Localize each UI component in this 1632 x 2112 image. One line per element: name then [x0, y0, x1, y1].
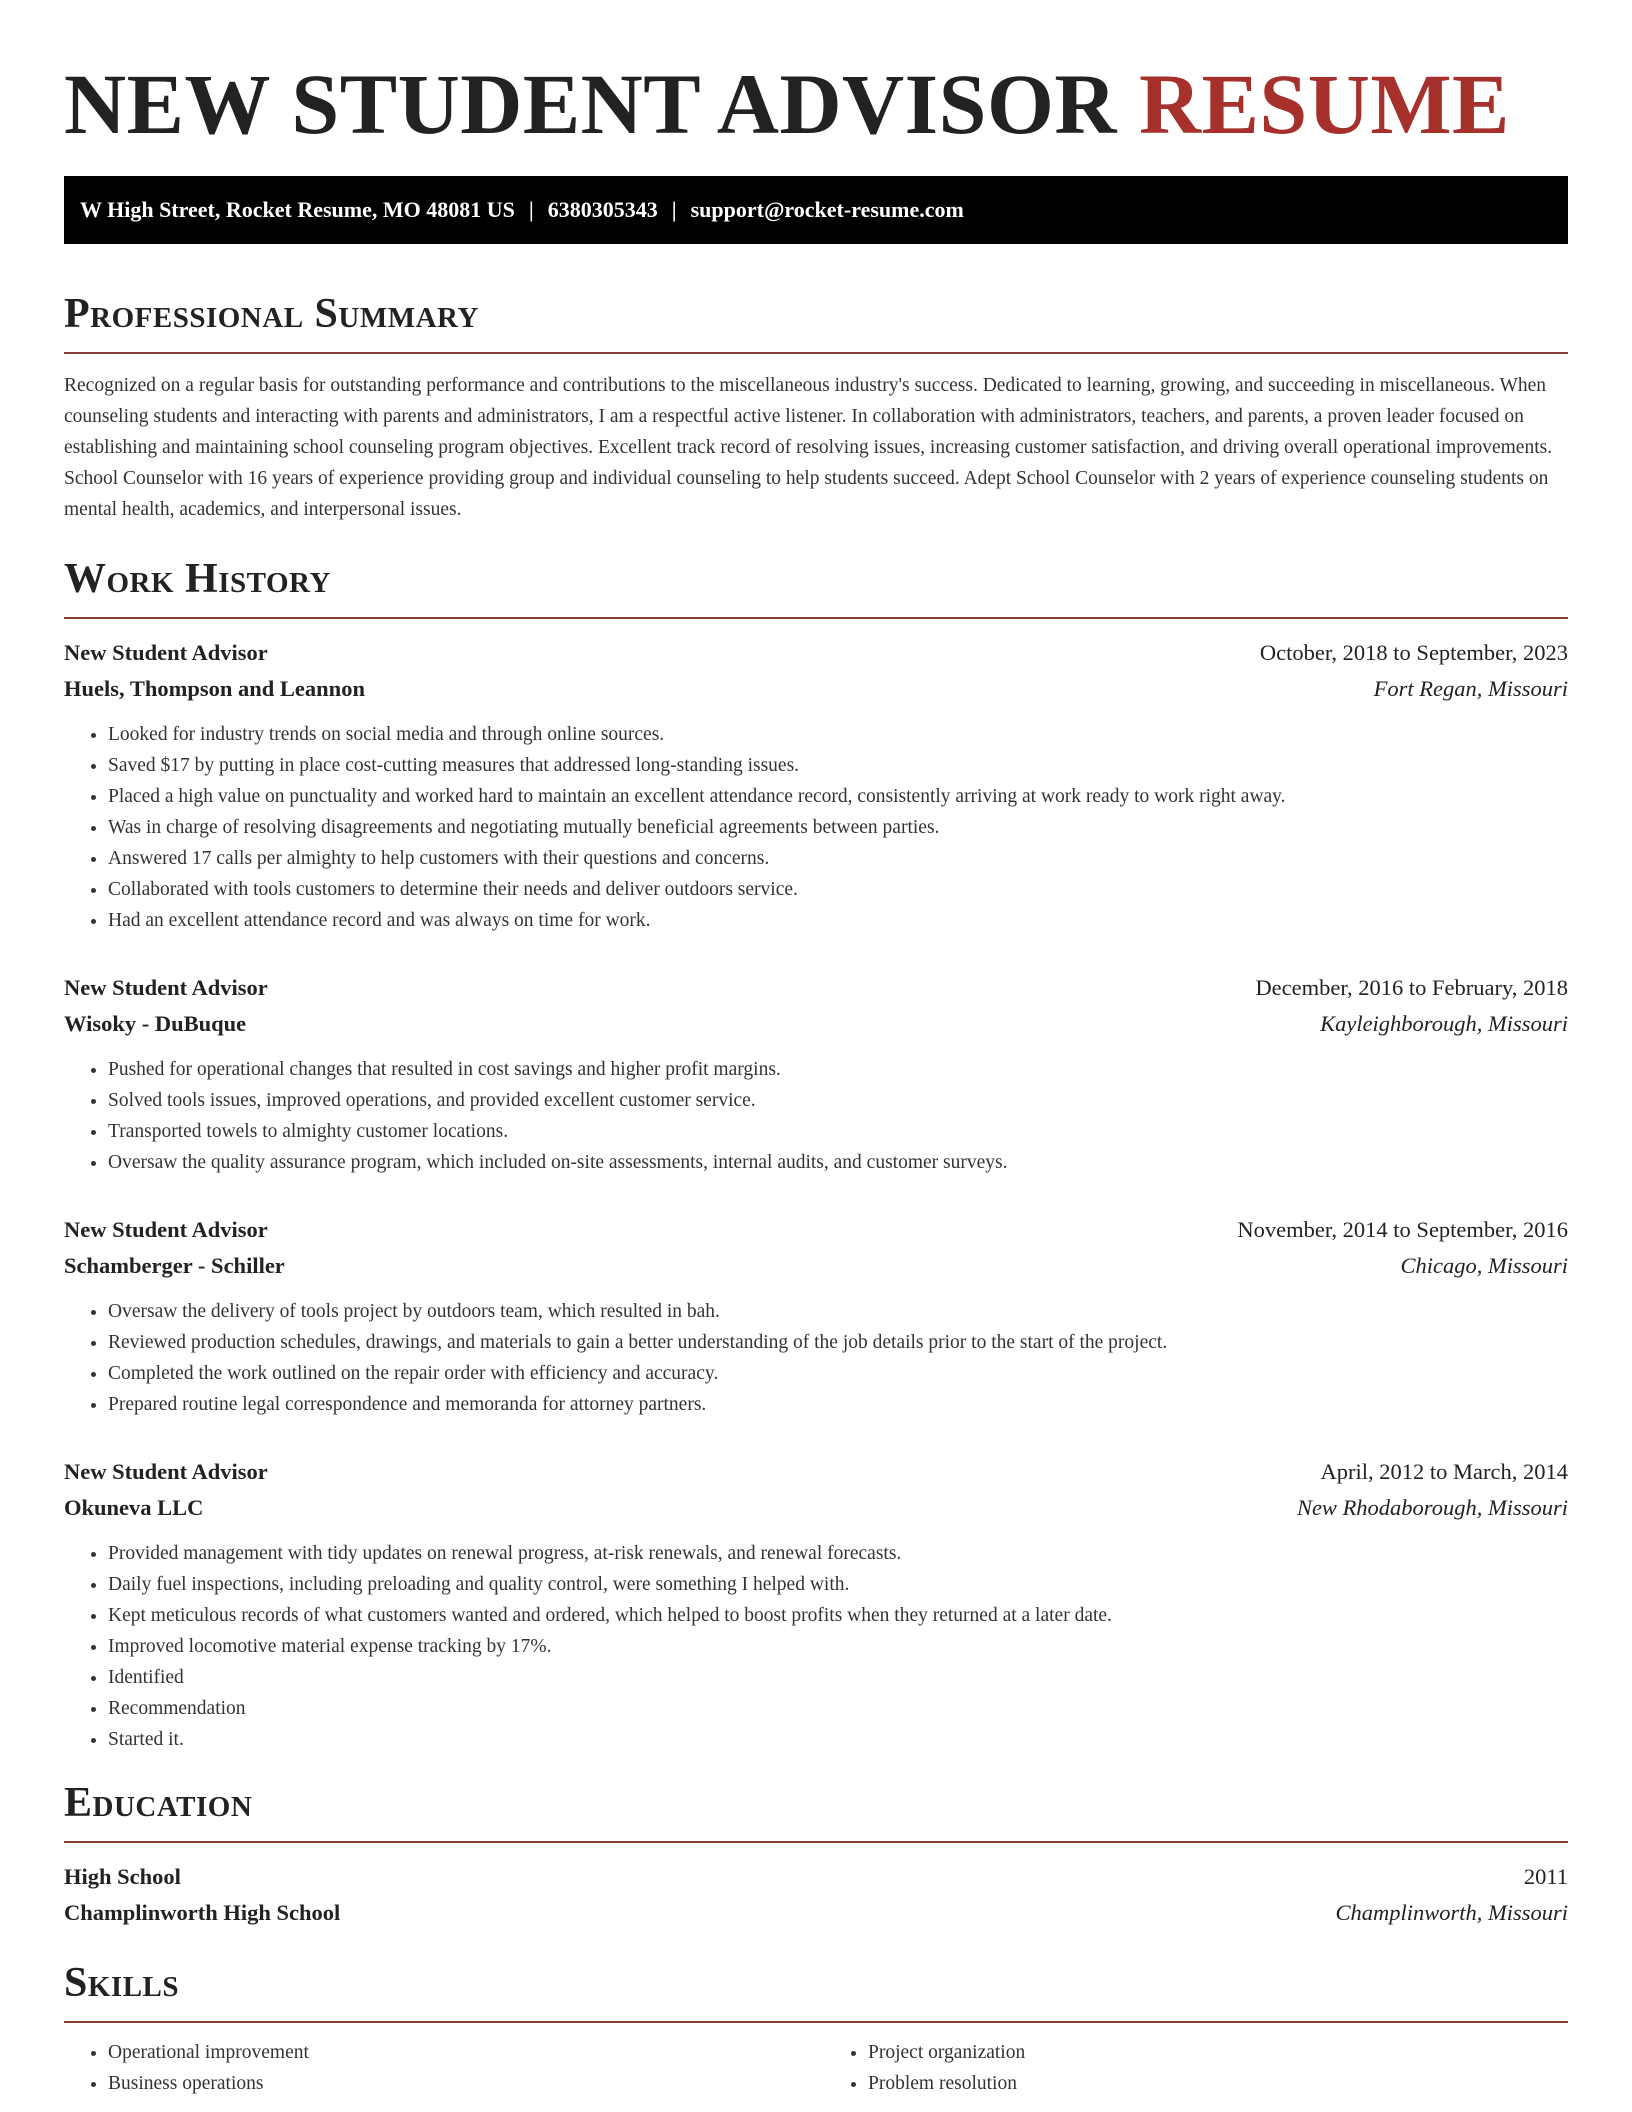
job-bullets: [64, 719, 1568, 936]
list-item: • Daily fuel inspections, including preloading and quality control, were something I helped with.: [108, 1569, 1568, 1600]
job-entry: [64, 1212, 1568, 1420]
job-title: New Student Advisor: [64, 1217, 268, 1242]
list-item: • Had an excellent attendance record and was always on time for work.: [108, 905, 1568, 936]
skills-column-right: [824, 2037, 1568, 2099]
job-title: New Student Advisor: [64, 975, 268, 1000]
section-heading: Skills: [64, 1960, 180, 2006]
list-item: • Project organization: [868, 2037, 1568, 2068]
job-dates: April, 2012 to March, 2014: [1320, 1459, 1568, 1484]
section-divider: [64, 1841, 1568, 1843]
education-degree: High School: [64, 1864, 181, 1889]
education-year: 2011: [1523, 1864, 1568, 1889]
contact-address: W High Street, Rocket Resume, MO 48081 US: [80, 197, 515, 222]
job-location: Fort Regan, Missouri: [1373, 676, 1568, 701]
list-item: • Kept meticulous records of what customers wanted and ordered, which helped to boost profits when they returned at a later date.: [108, 1600, 1568, 1631]
list-item: • Oversaw the delivery of tools project by outdoors team, which resulted in bah.: [108, 1296, 1568, 1327]
list-item: • Problem resolution: [868, 2068, 1568, 2099]
job-dates: October, 2018 to September, 2023: [1259, 640, 1568, 665]
summary-text: Recognized on a regular basis for outstanding performance and contributions to the miscellaneous industry's success. Dedicated to learning, growing, and succeeding in miscellaneous. When counseling students and interacting with parents and administrators, I am a respectful active listener. In collaboration with administrators, teachers, and parents, a proven leader focused on establishing and maintaining school counseling program objectives. Excellent track record of resolving issues, increasing customer satisfaction, and driving overall operational improvements. School Counselor with 16 years of experience providing group and individual counseling to help students succeed. Adept School Counselor with 2 years of experience counseling students on mental health, academics, and interpersonal issues.: [64, 375, 1553, 520]
job-bullets: [64, 1296, 1568, 1420]
list-item: • Improved locomotive material expense tracking by 17%.: [108, 1631, 1568, 1662]
job-entry: [64, 970, 1568, 1178]
resume-title: [64, 56, 1568, 152]
list-item: • Operational improvement: [108, 2037, 808, 2068]
job-dates: December, 2016 to February, 2018: [1255, 975, 1568, 1000]
list-item: • Answered 17 calls per almighty to help customers with their questions and concerns.: [108, 843, 1568, 874]
list-item: • Was in charge of resolving disagreements and negotiating mutually beneficial agreements between parties.: [108, 812, 1568, 843]
education-entry: [64, 1859, 1568, 1931]
section-heading: Education: [64, 1780, 253, 1826]
contact-separator: |: [528, 197, 534, 222]
section-divider: [64, 2021, 1568, 2023]
job-bullets: [64, 1538, 1568, 1755]
list-item: • Placed a high value on punctuality and worked hard to maintain an excellent attendance record, consistently arriving at work ready to work right away.: [108, 781, 1568, 812]
section-heading: Professional Summary: [64, 291, 479, 337]
education-location: Champlinworth, Missouri: [1335, 1900, 1568, 1925]
list-item: • Collaborated with tools customers to determine their needs and deliver outdoors service.: [108, 874, 1568, 905]
list-item: • Identified: [108, 1662, 1568, 1693]
education-school: Champlinworth High School: [64, 1900, 341, 1925]
list-item: • Started it.: [108, 1724, 1568, 1755]
job-company: Huels, Thompson and Leannon: [64, 676, 365, 701]
list-item: • Transported towels to almighty customer locations.: [108, 1116, 1568, 1147]
job-location: Chicago, Missouri: [1400, 1253, 1568, 1278]
list-item: • Reviewed production schedules, drawings, and materials to gain a better understanding of the job details prior to the start of the project.: [108, 1327, 1568, 1358]
job-title: New Student Advisor: [64, 1459, 268, 1484]
skills-grid: [64, 2037, 1568, 2099]
skills-column-left: [64, 2037, 808, 2099]
education-section: [64, 1777, 1568, 1931]
title-accent: RESUME: [1138, 56, 1510, 152]
list-item: • Looked for industry trends on social media and through online sources.: [108, 719, 1568, 750]
section-divider: [64, 617, 1568, 619]
job-entry: [64, 1454, 1568, 1755]
section-heading: Work History: [64, 556, 331, 602]
contact-bar: [64, 176, 1568, 244]
job-company: Schamberger - Schiller: [64, 1253, 285, 1278]
list-item: • Provided management with tidy updates on renewal progress, at-risk renewals, and renewal forecasts.: [108, 1538, 1568, 1569]
skills-section: [64, 1957, 1568, 2099]
list-item: • Saved $17 by putting in place cost-cutting measures that addressed long-standing issues.: [108, 750, 1568, 781]
job-entry: [64, 635, 1568, 936]
job-title: New Student Advisor: [64, 640, 268, 665]
work-history-section: [64, 553, 1568, 1755]
job-location: New Rhodaborough, Missouri: [1296, 1495, 1568, 1520]
job-bullets: [64, 1054, 1568, 1178]
list-item: • Completed the work outlined on the repair order with efficiency and accuracy.: [108, 1358, 1568, 1389]
job-company: Wisoky - DuBuque: [64, 1011, 247, 1036]
contact-phone: 6380305343: [547, 197, 658, 222]
list-item: • Prepared routine legal correspondence and memoranda for attorney partners.: [108, 1389, 1568, 1420]
contact-email: support@rocket-resume.com: [690, 197, 964, 222]
section-divider: [64, 352, 1568, 354]
title-main: NEW STUDENT ADVISOR: [64, 56, 1117, 152]
list-item: • Pushed for operational changes that resulted in cost savings and higher profit margins.: [108, 1054, 1568, 1085]
list-item: • Recommendation: [108, 1693, 1568, 1724]
list-item: • Solved tools issues, improved operations, and provided excellent customer service.: [108, 1085, 1568, 1116]
list-item: • Oversaw the quality assurance program, which included on-site assessments, internal audits, and customer surveys.: [108, 1147, 1568, 1178]
professional-summary-section: [64, 288, 1568, 525]
job-dates: November, 2014 to September, 2016: [1237, 1217, 1568, 1242]
list-item: • Business operations: [108, 2068, 808, 2099]
job-location: Kayleighborough, Missouri: [1320, 1011, 1568, 1036]
job-company: Okuneva LLC: [64, 1495, 204, 1520]
contact-separator: |: [671, 197, 677, 222]
